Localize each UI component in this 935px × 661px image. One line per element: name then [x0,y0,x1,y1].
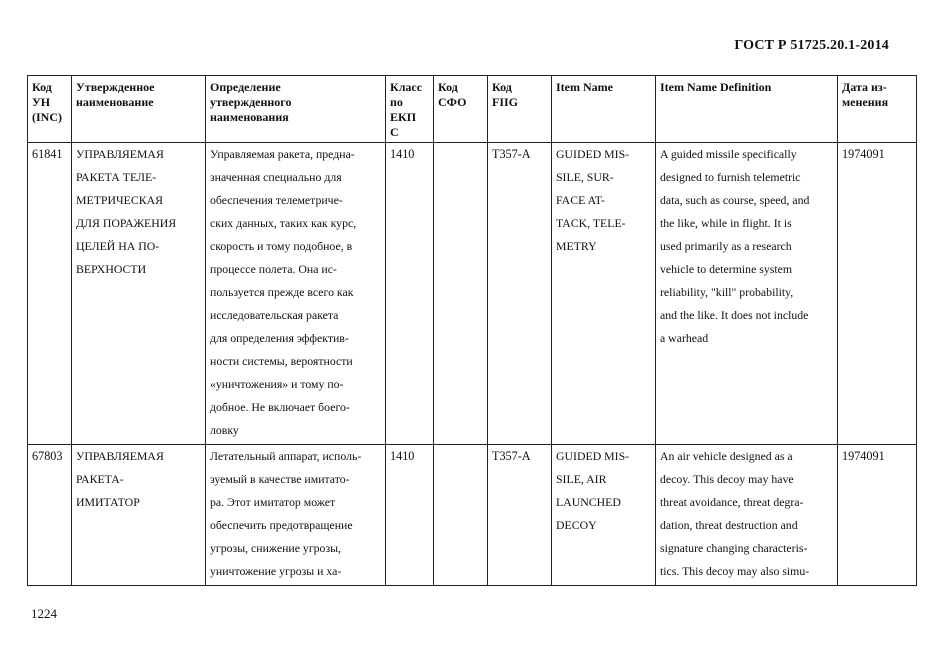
cell-sfo [434,445,488,586]
table-row [28,445,917,586]
table-row [28,143,917,445]
cell-sfo [434,143,488,445]
standard-code: ГОСТ Р 51725.20.1-2014 [734,38,889,53]
cell-class: 1410 [386,143,434,445]
cell-approved-name: УПРАВЛЯЕМАЯ РАКЕТА- ИМИТАТОР [72,445,206,586]
cell-definition: Летательный аппарат, исполь- зуемый в качестве имитато- ра. Этот имитатор может обеспечить предотвращение угрозы, снижение угрозы, уничтожение угрозы и ха- [206,445,386,586]
cell-inc: 61841 [28,143,72,445]
page-number: 1224 [31,606,57,621]
cell-approved-name: УПРАВЛЯЕМАЯ РАКЕТА ТЕЛЕ- МЕТРИЧЕСКАЯ ДЛЯ ПОРАЖЕНИЯ ЦЕЛЕЙ НА ПО- ВЕРХНОСТИ [72,143,206,445]
cell-definition: Управляемая ракета, предна- значенная специально для обеспечения телеметриче- ских данных, таких как курс, скорость и тому подобное, в процессе полета. Она ис- пользуется прежде всего как исследовательская ракета для определения эффектив- ности системы, вероятности «уничтожения» и тому по- добное. Не включает боего- ловку [206,143,386,445]
header-definition: Определение утвержденного наименования [206,76,386,143]
cell-item-name: GUIDED MIS- SILE, SUR- FACE AT- TACK, TELE- METRY [552,143,656,445]
header-approved-name: Утвержденное наименование [72,76,206,143]
cell-date: 1974091 [838,143,917,445]
cell-fiig: T357-A [488,445,552,586]
header-sfo: Код СФО [434,76,488,143]
header-class: Класс по ЕКП С [386,76,434,143]
cell-date: 1974091 [838,445,917,586]
catalog-table [27,75,917,586]
table-header-row [28,76,917,143]
header-item-name: Item Name [552,76,656,143]
cell-item-definition: An air vehicle designed as a decoy. This decoy may have threat avoidance, threat degra- dation, threat destruction and signature changing characteris- tics. This decoy may also simu- [656,445,838,586]
header-item-definition: Item Name Definition [656,76,838,143]
cell-item-definition: A guided missile specifically designed to furnish telemetric data, such as course, speed, and the like, while in flight. It is used primarily as a research vehicle to determine system reliability, "kill" probability, and the like. It does not include a warhead [656,143,838,445]
cell-fiig: T357-A [488,143,552,445]
cell-inc: 67803 [28,445,72,586]
header-inc: Код УН (INC) [28,76,72,143]
cell-item-name: GUIDED MIS- SILE, AIR LAUNCHED DECOY [552,445,656,586]
header-fiig: Код FIIG [488,76,552,143]
header-date: Дата из- менения [838,76,917,143]
cell-class: 1410 [386,445,434,586]
